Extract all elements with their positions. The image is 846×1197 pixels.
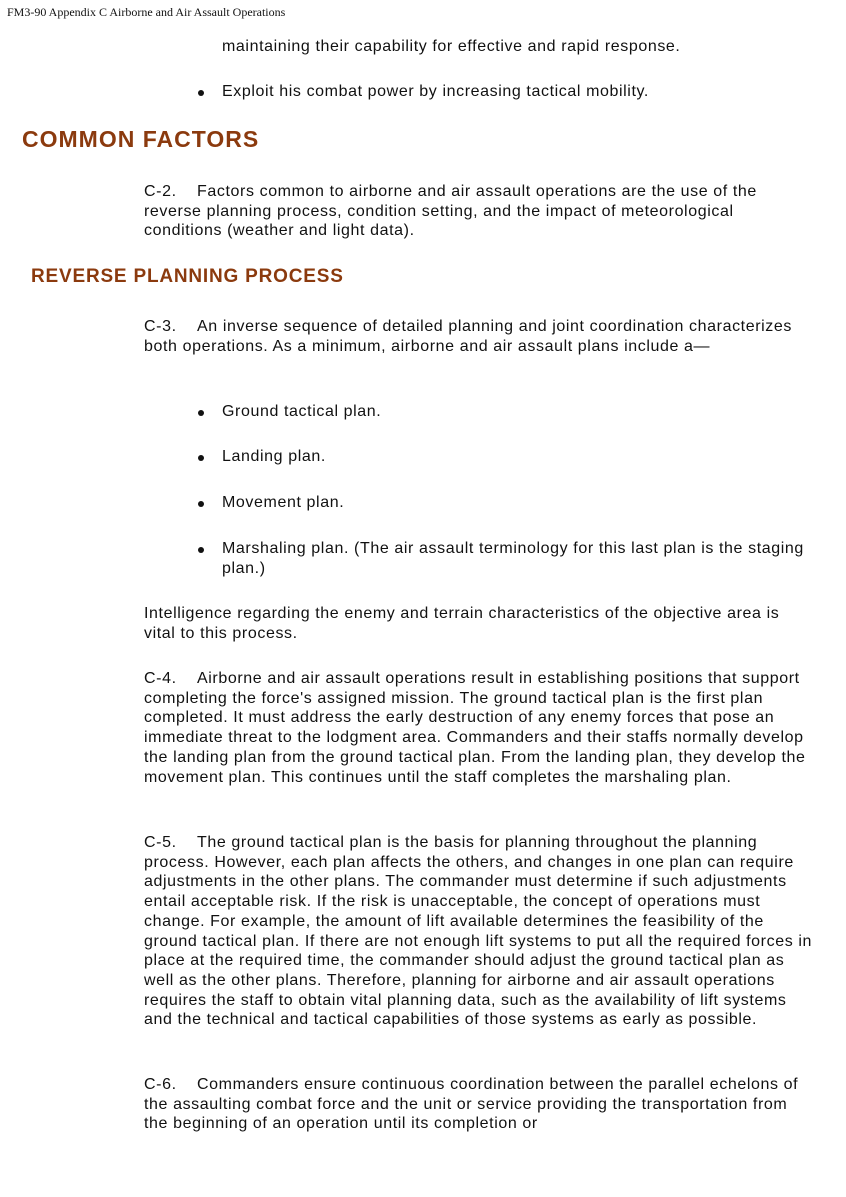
paragraph-text: Commanders ensure continuous coordination between the parallel echelons of the assaulting combat force and the unit or service providing the transportation from the beginning of an operation until its completion or <box>144 1076 799 1133</box>
paragraph-text: An inverse sequence of detailed planning and joint coordination characterizes both operations. As a minimum, airborne and air assault plans include a— <box>144 318 793 355</box>
paragraph-c5 <box>144 833 814 1030</box>
bullet-icon <box>198 455 204 461</box>
paragraph-c4 <box>144 669 814 787</box>
paragraph-number: C-4. <box>144 670 177 687</box>
intelligence-paragraph: Intelligence regarding the enemy and terrain characteristics of the objective area is vital to this process. <box>144 605 780 642</box>
bullet-icon <box>198 501 204 507</box>
paragraph-text: Airborne and air assault operations result in establishing positions that support completing the force's assigned mission. The ground tactical plan is the first plan completed. It must address the early destruction of any enemy forces that pose an immediate threat to the lodgment area. Commanders and their staffs normally develop the landing plan from the ground tactical plan. From the landing plan, they develop the movement plan. This continues until the staff completes the marshaling plan. <box>144 670 806 786</box>
paragraph-number: C-2. <box>144 183 177 200</box>
section-heading-reverse-planning: REVERSE PLANNING PROCESS <box>31 266 344 287</box>
paragraph-c2 <box>144 182 814 241</box>
carryover-paragraph: maintaining their capability for effective and rapid response. <box>222 38 681 55</box>
paragraph-number: C-3. <box>144 318 177 335</box>
list-item-text: Movement plan. <box>222 494 345 511</box>
bullet-icon <box>198 547 204 553</box>
paragraph-text: Factors common to airborne and air assault operations are the use of the reverse planning process, condition setting, and the impact of meteorological conditions (weather and light data). <box>144 183 757 240</box>
bullet-icon <box>198 410 204 416</box>
list-item-text: Exploit his combat power by increasing tactical mobility. <box>222 83 649 100</box>
list-item-text: Marshaling plan. (The air assault terminology for this last plan is the staging plan.) <box>222 540 804 577</box>
paragraph-c3 <box>144 317 814 356</box>
running-head: FM3-90 Appendix C Airborne and Air Assault Operations <box>7 5 286 19</box>
list-item-text: Landing plan. <box>222 448 326 465</box>
paragraph-c6 <box>144 1075 814 1134</box>
list-item-text: Ground tactical plan. <box>222 403 382 420</box>
paragraph-number: C-5. <box>144 834 177 851</box>
bullet-icon <box>198 90 204 96</box>
paragraph-number: C-6. <box>144 1076 177 1093</box>
paragraph-text: The ground tactical plan is the basis for planning throughout the planning process. However, each plan affects the others, and changes in one plan can require adjustments in the other plans. The commander must determine if such adjustments entail acceptable risk. If the risk is unacceptable, the concept of operations must change. For example, the amount of lift available determines the feasibility of the ground tactical plan. If there are not enough lift systems to put all the required forces in place at the required time, the commander should adjust the ground tactical plan as well as the other plans. Therefore, planning for airborne and air assault operations requires the staff to obtain vital planning data, such as the availability of lift systems and the technical and tactical capabilities of those systems as early as possible. <box>144 834 812 1029</box>
section-heading-common-factors: COMMON FACTORS <box>22 126 260 152</box>
